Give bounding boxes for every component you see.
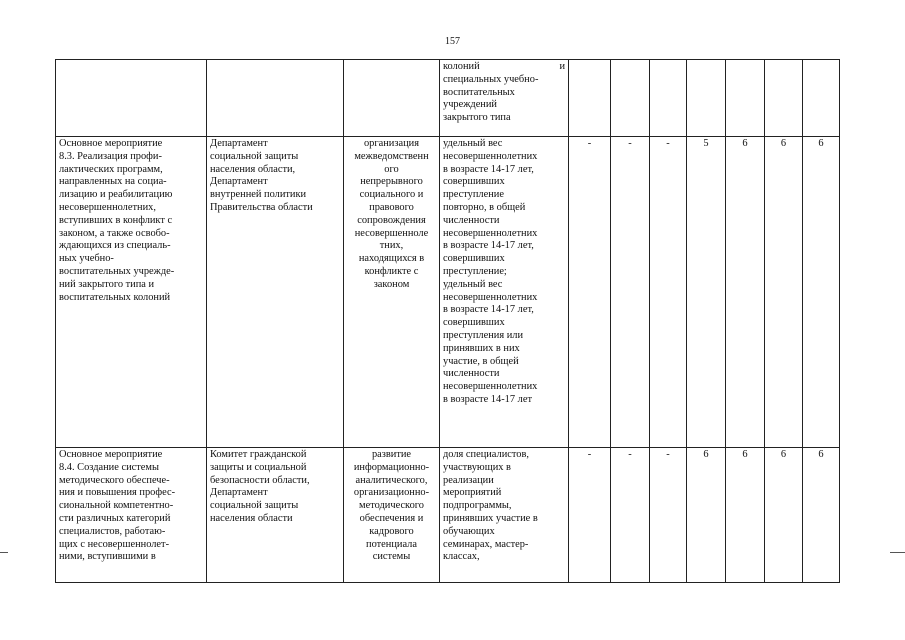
cell-line: обеспечения и bbox=[359, 512, 424, 524]
cell-line: социальной защиты bbox=[210, 500, 299, 512]
cell-line: участвующих в bbox=[443, 461, 511, 473]
responsible-cell bbox=[207, 137, 344, 448]
indicator-value-cell: 6 bbox=[726, 448, 765, 583]
cell-line: населения области bbox=[210, 512, 293, 524]
cell-line: преступление bbox=[443, 189, 504, 201]
cell-line: в возрасте 14-17 лет, bbox=[443, 163, 534, 175]
indicator-value-cell: 6 bbox=[803, 137, 840, 448]
cell-line: и bbox=[559, 61, 565, 72]
cell-line: несовершенноле bbox=[354, 227, 429, 239]
cell-line: щих с несовершеннолет- bbox=[59, 538, 170, 550]
cell-line: Правительства области bbox=[210, 201, 313, 213]
cell-line: классах, bbox=[443, 551, 480, 563]
indicator-value-cell: - bbox=[611, 137, 650, 448]
cell-line: воспитательных учрежде- bbox=[59, 265, 175, 277]
cell-line: несовершеннолетних, bbox=[59, 201, 156, 213]
indicator-cell bbox=[440, 137, 569, 448]
cell-line: межведомственн bbox=[354, 150, 429, 162]
indicator-value-cell: - bbox=[650, 137, 687, 448]
cell-line: Департамент bbox=[210, 176, 268, 188]
cell-line: Основное мероприятие bbox=[59, 138, 163, 149]
cell-line: вступивших в конфликт с bbox=[59, 214, 173, 226]
cell-line: сиональной компетентно- bbox=[59, 500, 174, 512]
cell-line: несовершеннолетних bbox=[443, 150, 538, 162]
indicator-value-cell: 6 bbox=[687, 448, 726, 583]
indicator-cell bbox=[440, 60, 569, 137]
cell-line: Департамент bbox=[210, 138, 268, 149]
indicator-value-cell: 5 bbox=[687, 137, 726, 448]
cell-line: тних, bbox=[379, 240, 404, 252]
cell-line: в возрасте 14-17 лет, bbox=[443, 240, 534, 252]
cell-line: организационно- bbox=[353, 487, 430, 499]
indicator-value-cell: - bbox=[650, 448, 687, 583]
cell-line: повторно, в общей bbox=[443, 201, 526, 213]
cell-line: численности bbox=[443, 368, 500, 380]
indicator-cell bbox=[440, 448, 569, 583]
cell-line: системы bbox=[372, 551, 411, 563]
indicator-value-cell: 6 bbox=[803, 448, 840, 583]
cell-line: участие, в общей bbox=[443, 355, 519, 367]
cell-line: учреждений bbox=[443, 99, 497, 111]
cell-line: направленных на социа- bbox=[59, 176, 167, 188]
cell-line: находящихся в bbox=[358, 253, 425, 265]
objective-cell bbox=[344, 137, 440, 448]
indicator-value-cell bbox=[611, 60, 650, 137]
cell-line: законом bbox=[373, 278, 410, 290]
right-edge-mark bbox=[890, 552, 905, 553]
cell-line: удельный вес bbox=[443, 138, 503, 149]
indicator-value-cell bbox=[726, 60, 765, 137]
objective-cell bbox=[344, 60, 440, 137]
cell-line: сти различных категорий bbox=[59, 512, 171, 524]
cell-line: лактических программ, bbox=[59, 163, 163, 175]
cell-line: несовершеннолетних bbox=[443, 291, 538, 303]
responsible-cell bbox=[207, 448, 344, 583]
cell-line: Основное мероприятие bbox=[59, 449, 163, 460]
cell-line: безопасности области, bbox=[210, 474, 310, 486]
cell-line: доля специалистов, bbox=[443, 449, 529, 460]
cell-line: мероприятий bbox=[443, 487, 502, 499]
indicator-value-cell bbox=[765, 60, 803, 137]
indicator-value-cell: - bbox=[611, 448, 650, 583]
cell-line: внутренней политики bbox=[210, 189, 307, 201]
cell-line: удельный вес bbox=[443, 278, 503, 290]
table-row-continued bbox=[56, 60, 840, 137]
table-row-measure-8-4 bbox=[56, 448, 840, 583]
cell-line: совершивших bbox=[443, 253, 505, 265]
cell-line: реализации bbox=[443, 474, 494, 486]
measure-name-cell bbox=[56, 448, 207, 583]
cell-line: воспитательных колоний bbox=[59, 291, 171, 303]
indicator-value-cell bbox=[569, 60, 611, 137]
cell-line: ных учебно- bbox=[59, 253, 114, 265]
cell-line: несовершеннолетних bbox=[443, 227, 538, 239]
cell-line: подпрограммы, bbox=[443, 500, 512, 512]
cell-line: кадрового bbox=[369, 525, 414, 537]
cell-line: аналитического, bbox=[355, 474, 428, 486]
indicator-value-cell: 6 bbox=[765, 137, 803, 448]
left-edge-mark bbox=[0, 552, 8, 553]
cell-line: Комитет гражданской bbox=[210, 449, 307, 460]
cell-line: правового bbox=[369, 201, 414, 213]
indicator-value-cell: 6 bbox=[726, 137, 765, 448]
cell-line: законом, а также освобо- bbox=[59, 227, 170, 239]
cell-line: принявших в них bbox=[443, 342, 520, 354]
page-number: 157 bbox=[445, 36, 460, 47]
cell-line: методического обеспече- bbox=[59, 474, 170, 486]
cell-line: ния и повышения профес- bbox=[59, 487, 176, 499]
cell-line: непрерывного bbox=[360, 176, 423, 188]
cell-line: численности bbox=[443, 214, 500, 226]
cell-line: развитие bbox=[371, 449, 412, 460]
cell-line: совершивших bbox=[443, 176, 505, 188]
cell-line: колоний bbox=[443, 61, 480, 72]
cell-line: преступление; bbox=[443, 265, 507, 277]
table-row-measure-8-3 bbox=[56, 137, 840, 448]
indicator-value-cell bbox=[650, 60, 687, 137]
measure-name-cell bbox=[56, 137, 207, 448]
cell-line: организация bbox=[363, 138, 419, 149]
cell-line: социальной защиты bbox=[210, 150, 299, 162]
cell-line: конфликте с bbox=[364, 265, 419, 277]
cell-line: ждающихся из специаль- bbox=[59, 240, 171, 252]
cell-line: преступления или bbox=[443, 329, 523, 341]
cell-line: семинарах, мастер- bbox=[443, 538, 529, 550]
cell-line: несовершеннолетних bbox=[443, 381, 538, 393]
cell-line: методического bbox=[359, 500, 424, 512]
indicator-value-cell bbox=[687, 60, 726, 137]
responsible-cell bbox=[207, 60, 344, 137]
objective-cell bbox=[344, 448, 440, 583]
cell-line: ними, вступившими в bbox=[59, 551, 156, 563]
cell-line: потенциала bbox=[366, 538, 417, 550]
cell-line: социального и bbox=[359, 189, 424, 201]
cell-line: воспитательных bbox=[443, 86, 515, 98]
indicator-value-cell bbox=[803, 60, 840, 137]
cell-line: 8.4. Создание системы bbox=[59, 461, 159, 473]
cell-line: сопровождения bbox=[357, 214, 426, 226]
program-table bbox=[55, 59, 840, 583]
cell-line: совершивших bbox=[443, 317, 505, 329]
cell-line: лизацию и реабилитацию bbox=[59, 189, 173, 201]
cell-line: специальных учебно- bbox=[443, 73, 539, 85]
cell-line: Департамент bbox=[210, 487, 268, 499]
cell-line: обучающих bbox=[443, 525, 495, 537]
indicator-value-cell: 6 bbox=[765, 448, 803, 583]
measure-name-cell bbox=[56, 60, 207, 137]
cell-line: в возрасте 14-17 лет bbox=[443, 393, 532, 405]
cell-line: специалистов, работаю- bbox=[59, 525, 166, 537]
cell-line: населения области, bbox=[210, 163, 296, 175]
cell-line: ний закрытого типа и bbox=[59, 278, 155, 290]
cell-line: в возрасте 14-17 лет, bbox=[443, 304, 534, 316]
cell-line: информационно- bbox=[353, 461, 430, 473]
cell-line: закрытого типа bbox=[443, 112, 511, 124]
indicator-value-cell: - bbox=[569, 448, 611, 583]
cell-line: принявших участие в bbox=[443, 512, 538, 524]
cell-line: ого bbox=[384, 163, 399, 175]
indicator-value-cell: - bbox=[569, 137, 611, 448]
cell-line: защиты и социальной bbox=[210, 461, 307, 473]
cell-line: 8.3. Реализация профи- bbox=[59, 150, 162, 162]
